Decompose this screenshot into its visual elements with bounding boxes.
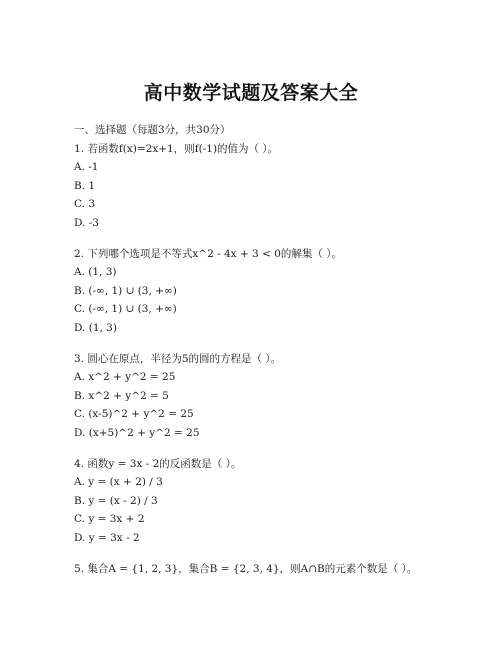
spacer xyxy=(74,232,454,245)
option-c: C. 3 xyxy=(74,198,96,210)
option-a: A. -1 xyxy=(74,161,99,173)
option-a: A. (1, 3) xyxy=(74,266,117,278)
option-b: B. 1 xyxy=(74,179,96,192)
question-stem: 2. 下列哪个选项是不等式x^2 - 4x + 3 < 0的解集（ ）。 xyxy=(74,247,342,260)
option-c: C. y = 3x + 2 xyxy=(74,513,145,525)
option-b: B. y = (x - 2) / 3 xyxy=(74,494,158,507)
option-b: B. x^2 + y^2 = 5 xyxy=(74,389,169,402)
question-5 xyxy=(74,560,454,579)
option-d: D. -3 xyxy=(74,216,99,229)
option-c: C. (-∞, 1) ∪ (3, +∞) xyxy=(74,303,177,315)
question-2 xyxy=(74,245,454,338)
spacer xyxy=(74,547,454,560)
question-stem: 3. 圆心在原点，半径为5的圆的方程是（ ）。 xyxy=(74,352,282,365)
question-3 xyxy=(74,350,454,443)
option-b: B. (-∞, 1) ∪ (3, +∞) xyxy=(74,284,177,297)
section-heading: 一、选择题（每题3分，共30分） xyxy=(74,124,231,136)
document-title: 高中数学试题及答案大全 xyxy=(143,82,359,104)
question-4 xyxy=(74,455,454,548)
question-stem: 4. 函数y = 3x - 2的反函数是（ ）。 xyxy=(74,457,242,470)
document-body xyxy=(74,121,454,578)
spacer xyxy=(74,442,454,455)
question-stem: 5. 集合A = {1, 2, 3}，集合B = {2, 3, 4}，则A∩B的元素个数是（ ）。 xyxy=(74,562,418,575)
option-c: C. (x-5)^2 + y^2 = 25 xyxy=(74,408,194,420)
option-d: D. (x+5)^2 + y^2 = 25 xyxy=(74,426,200,439)
spacer xyxy=(74,337,454,350)
option-d: D. (1, 3) xyxy=(74,321,117,334)
option-d: D. y = 3x - 2 xyxy=(74,531,140,544)
option-a: A. x^2 + y^2 = 25 xyxy=(74,371,176,383)
question-1 xyxy=(74,140,454,233)
option-a: A. y = (x + 2) / 3 xyxy=(74,476,163,488)
question-stem: 1. 若函数f(x)=2x+1，则f(-1)的值为（ ）。 xyxy=(74,142,279,155)
